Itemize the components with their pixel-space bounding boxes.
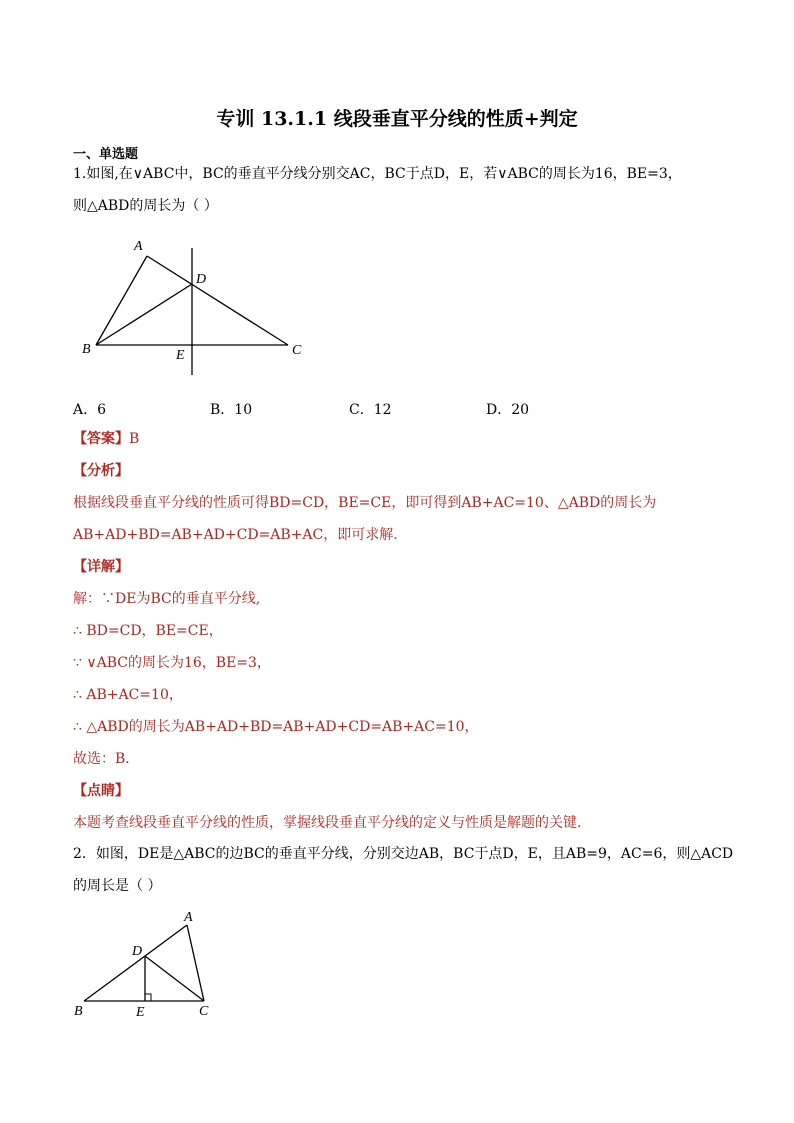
answer-value: B [129,431,140,447]
q1-stem-line1: 1.如图,在∨ABC中，BC的垂直平分线分别交AC，BC于点D，E，若∨ABC的周长为16，BE=3， [73,166,682,182]
q2-label-e: E [136,1005,145,1020]
q1-label-c: C [292,343,302,358]
detail-line1: 解：∵DE为BC的垂直平分线, [73,591,261,607]
q1-label-a: A [134,239,143,254]
q1-option-c[interactable]: C．12 [349,402,392,418]
detail-line6: 故选：B． [73,751,140,767]
q1-label-e: E [176,348,185,363]
analysis-line2: AB+AD+BD=AB+AD+CD=AB+AC，即可求解. [73,527,398,543]
q2-label-b: B [74,1004,83,1019]
comment-text: 本题考查线段垂直平分线的性质，掌握线段垂直平分线的定义与性质是解题的关键. [73,815,582,831]
analysis-line1: 根据线段垂直平分线的性质可得BD=CD，BE=CE，即可得到AB+AC=10、△ABD的周长为 [73,495,657,511]
q2-label-a: A [184,910,193,925]
q1-option-d[interactable]: D．20 [486,402,530,418]
section-heading: 一、单选题 [73,147,139,162]
detail-line4: ∴ AB+AC=10， [73,687,183,703]
comment-tag: 【点睛】 [73,783,129,799]
detail-tag: 【详解】 [73,559,129,575]
q1-stem-line2: 则△ABD的周长为（ ） [73,198,218,214]
q2-stem-line1: 2．如图，DE是△ABC的边BC的垂直平分线，分别交边AB，BC于点D，E，且AB=9，AC=6，则△ACD [73,846,734,862]
q2-label-c: C [199,1004,209,1019]
q1-option-b[interactable]: B．10 [210,402,253,418]
answer-tag: 【答案】 [73,431,129,447]
q2-label-d: D [132,944,143,959]
detail-line3: ∵ ∨ABC的周长为16，BE=3， [73,655,271,671]
page-title: 专训 13.1.1 线段垂直平分线的性质+判定 [216,108,578,130]
q1-label-d: D [196,272,207,287]
q2-triangle-figure [70,905,230,1025]
detail-line2: ∴ BD=CD，BE=CE， [73,623,223,639]
analysis-tag: 【分析】 [73,463,129,479]
q1-answer [73,430,139,448]
q1-triangle-figure [70,232,330,382]
q1-option-a[interactable]: A．6 [73,402,107,418]
q2-stem-line2: 的周长是（ ） [73,878,162,894]
detail-line5: ∴ △ABD的周长为AB+AD+BD=AB+AD+CD=AB+AC=10， [73,719,479,735]
q1-label-b: B [82,342,91,357]
